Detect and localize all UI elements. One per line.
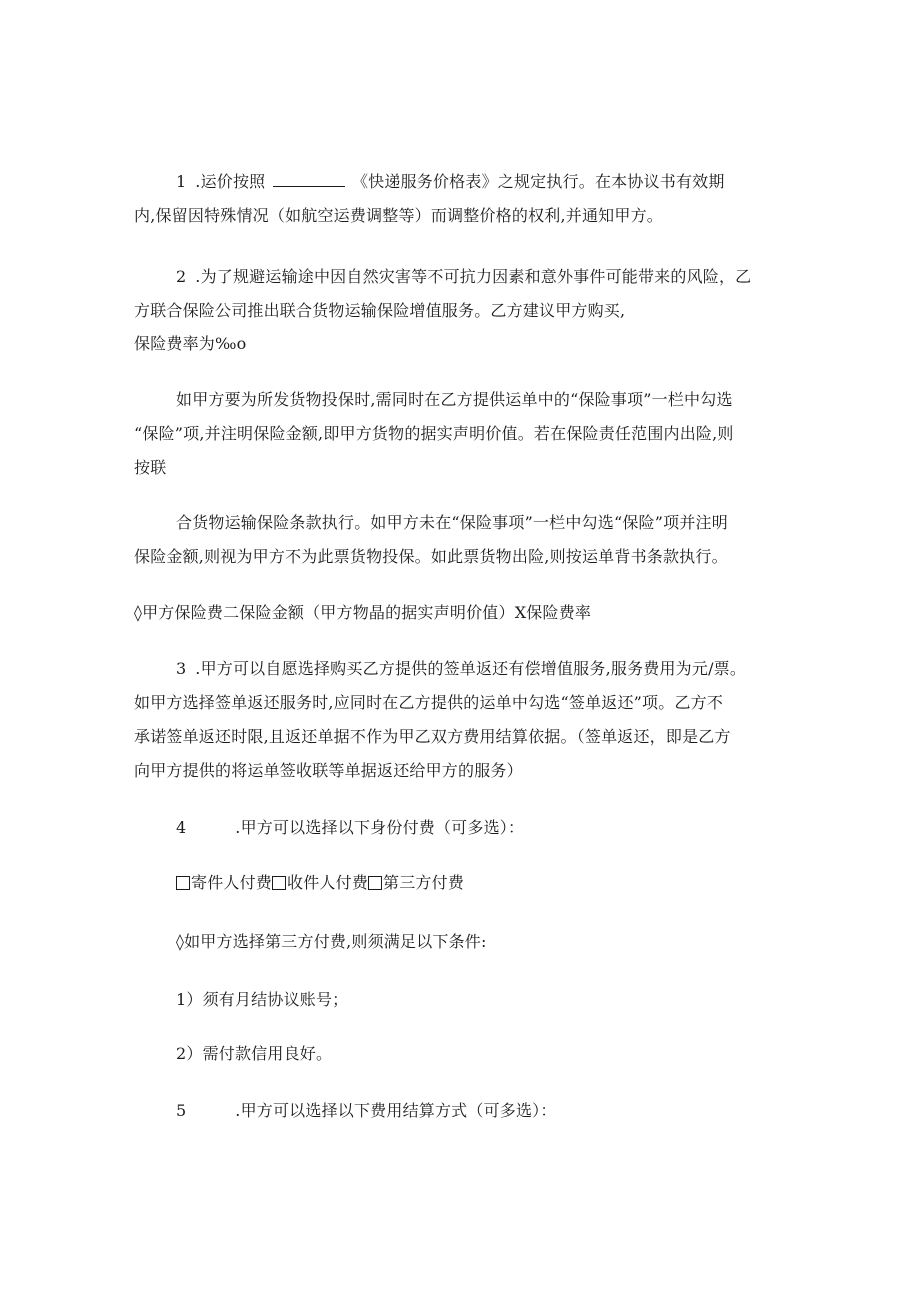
payment-option-label-3: 第三方付费 bbox=[383, 873, 465, 892]
third-party-condition: ◊如甲方选择第三方付费,则须满足以下条件: bbox=[176, 932, 487, 951]
payment-option-checkbox-2[interactable] bbox=[272, 876, 286, 890]
clause-1-line-1 bbox=[176, 171, 836, 193]
clause-3-line-1 bbox=[176, 658, 836, 680]
payment-option-label-1: 寄件人付费 bbox=[191, 873, 273, 892]
clause-1-text-a: .运价按照 bbox=[195, 172, 266, 191]
clause-1-number: 1 bbox=[176, 172, 187, 191]
payment-option-label-2: 收件人付费 bbox=[287, 873, 369, 892]
insurance-paragraph-line-1: 如甲方要为所发货物投保时,需同时在乙方提供运单中的“保险事项”一栏中勾选 bbox=[176, 390, 733, 409]
clause-3-line-2: 如甲方选择签单返还服务时,应同时在乙方提供的运单中勾选“签单返还”项。乙方不 bbox=[134, 693, 724, 712]
clause-4-line bbox=[176, 817, 836, 839]
condition-1: 1）须有月结协议账号； bbox=[176, 990, 349, 1009]
insurance-paragraph-line-2: “保险”项,并注明保险金额,即甲方货物的据实声明价值。若在保险责任范围内出险,则 bbox=[134, 424, 734, 443]
clause-1-text-b: 《快递服务价格表》之规定执行。在本协议书有效期 bbox=[351, 172, 725, 191]
clause-5-text: .甲方可以选择以下费用结算方式（可多选）： bbox=[235, 1101, 557, 1120]
insurance-formula: ◊甲方保险费二保险金额（甲方物晶的据实声明价值）X保险费率 bbox=[134, 603, 592, 622]
clause-3-text-1: .甲方可以自愿选择购买乙方提供的签单返还有偿增值服务,服务费用为元/票。 bbox=[195, 659, 747, 678]
payment-option-checkbox-3[interactable] bbox=[368, 876, 382, 890]
clause-2-line-1 bbox=[176, 266, 836, 288]
clause-1-line-2: 内,保留因特殊情况（如航空运费调整等）而调整价格的权利,并通知甲方。 bbox=[134, 206, 663, 225]
insurance-paragraph-2-line-1: 合货物运输保险条款执行。如甲方未在“保险事项”一栏中勾选“保险”项并注明 bbox=[176, 513, 728, 532]
clause-3-number: 3 bbox=[176, 659, 187, 678]
clause-2-line-2: 方联合保险公司推出联合货物运输保险增值服务。乙方建议甲方购买, bbox=[134, 301, 626, 320]
payment-option-checkbox-1[interactable] bbox=[176, 876, 190, 890]
clause-2-line-3: 保险费率为‰o bbox=[134, 334, 247, 353]
clause-5-number: 5 bbox=[176, 1101, 187, 1120]
condition-2: 2）需付款信用良好。 bbox=[176, 1044, 333, 1063]
clause-2-number: 2 bbox=[176, 267, 187, 286]
clause-1-blank bbox=[273, 172, 345, 187]
clause-4-text: .甲方可以选择以下身份付费（可多选）： bbox=[235, 818, 525, 837]
clause-5-line bbox=[176, 1100, 836, 1122]
payment-options bbox=[176, 872, 836, 894]
clause-3-line-3: 承诺签单返还时限,且返还单据不作为甲乙双方费用结算依据。（签单返还，即是乙方 bbox=[134, 727, 731, 746]
clause-2-text-1: .为了规避运输途中因自然灾害等不可抗力因素和意外事件可能带来的风险，乙 bbox=[195, 267, 752, 286]
clause-3-line-4: 向甲方提供的将运单签收联等单据返还给甲方的服务） bbox=[134, 761, 523, 780]
insurance-paragraph-line-3: 按联 bbox=[134, 458, 167, 477]
clause-4-number: 4 bbox=[176, 818, 187, 837]
insurance-paragraph-2-line-2: 保险金额,则视为甲方不为此票货物投保。如此票货物出险,则按运单背书条款执行。 bbox=[134, 547, 728, 566]
